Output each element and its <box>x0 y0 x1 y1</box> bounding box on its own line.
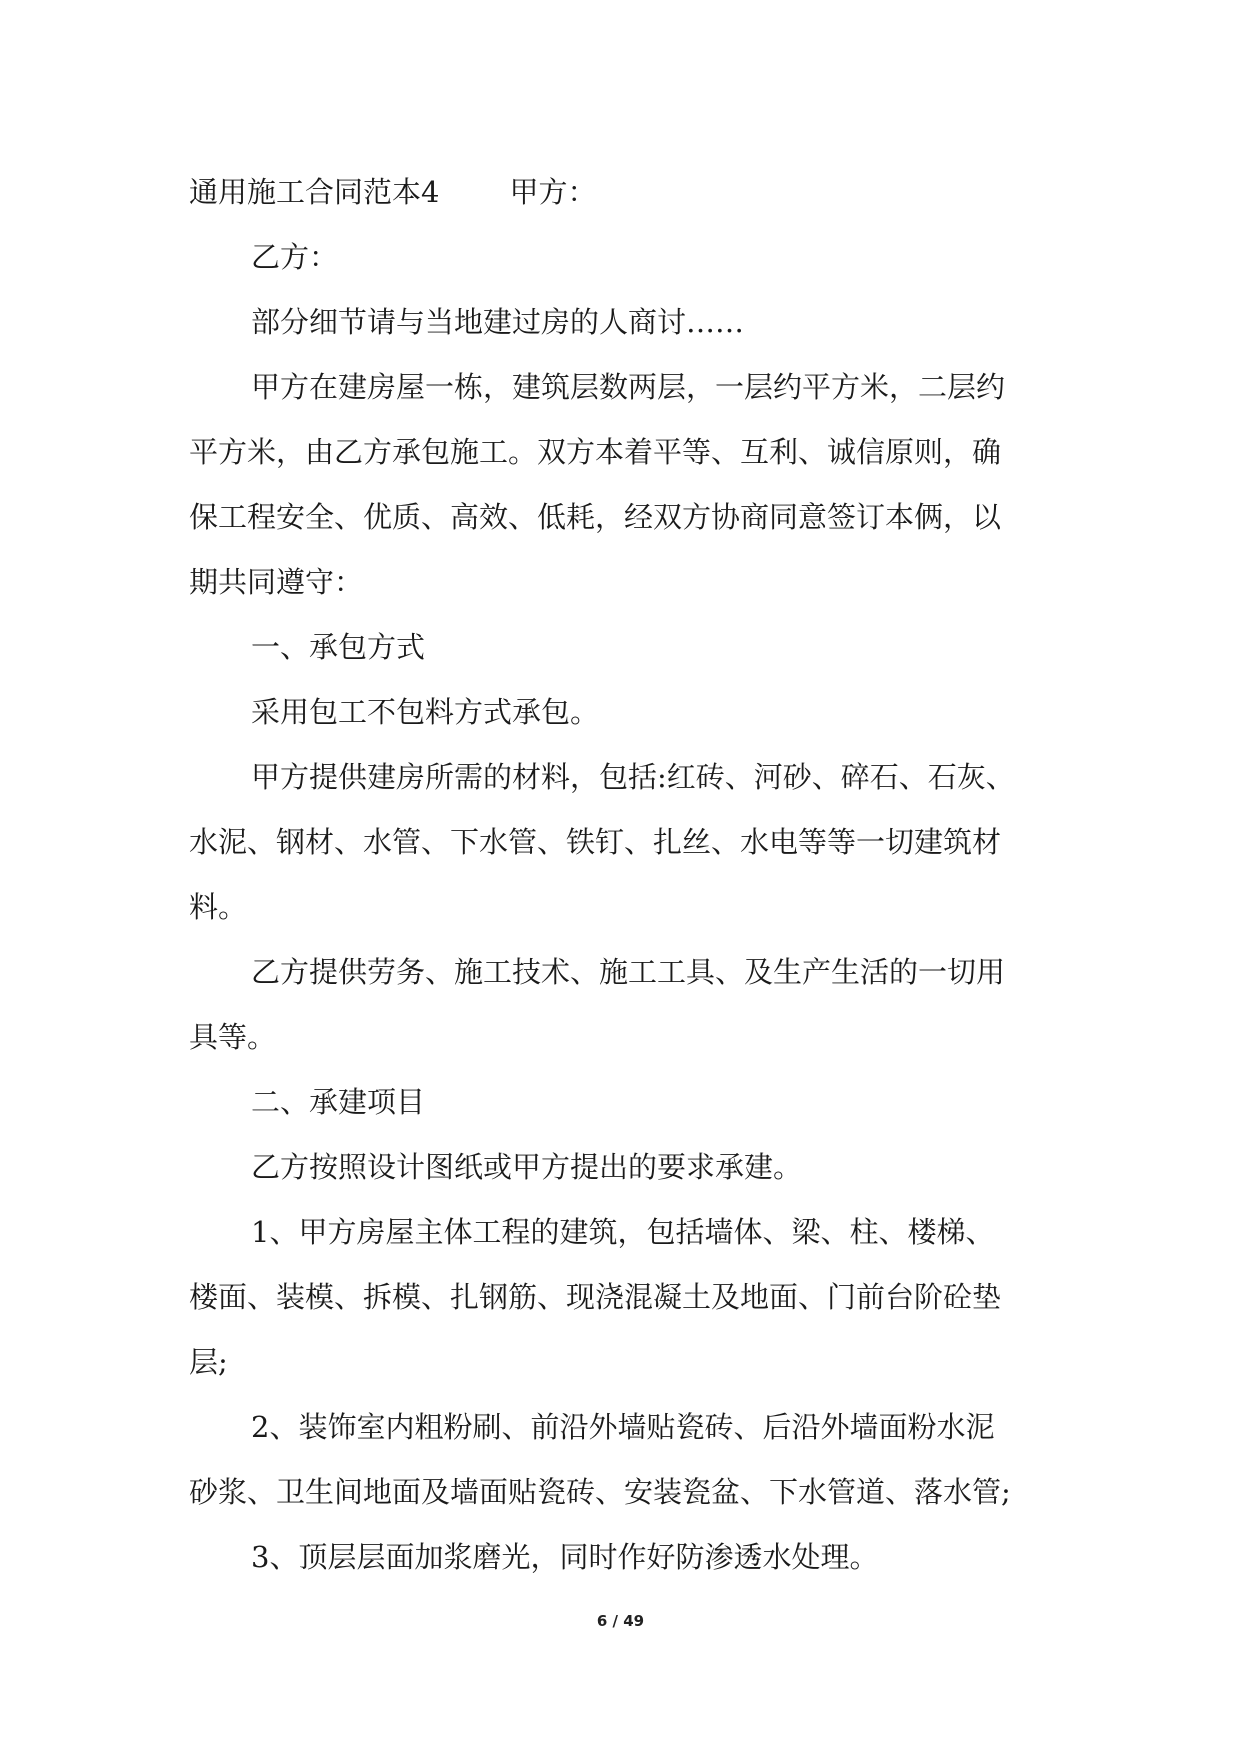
party-b-line <box>189 225 1057 290</box>
document-title: 通用施工合同范本4 <box>189 175 440 209</box>
text-line: 1、甲方房屋主体工程的建筑，包括墙体、梁、柱、楼梯、 <box>251 1215 995 1249</box>
text-line: 一、承包方式 <box>251 630 426 664</box>
document-body <box>189 160 1057 1590</box>
text-line: 平方米，由乙方承包施工。双方本着平等、互利、诚信原则，确 <box>189 435 1002 469</box>
text-line: 保工程安全、优质、高效、低耗，经双方协商同意签订本俩，以 <box>189 500 1002 534</box>
text-line: 乙方提供劳务、施工技术、施工工具、及生产生活的一切用 <box>251 955 1006 989</box>
text-line: 具等。 <box>189 1020 277 1054</box>
text-line: 层; <box>189 1345 228 1379</box>
party-a-label: 甲方： <box>509 175 597 209</box>
text-line: 砂浆、卫生间地面及墙面贴瓷砖、安装瓷盆、下水管道、落水管; <box>189 1475 1011 1509</box>
text-line: 3、顶层层面加浆磨光，同时作好防渗透水处理。 <box>251 1540 879 1574</box>
text-line: 二、承建项目 <box>251 1085 426 1119</box>
contract-text <box>189 290 1057 1590</box>
page-number: 6 / 49 <box>596 1612 645 1630</box>
text-line: 采用包工不包料方式承包。 <box>251 695 600 729</box>
party-b-label: 乙方： <box>251 240 339 274</box>
text-line: 2、装饰室内粗粉刷、前沿外墙贴瓷砖、后沿外墙面粉水泥 <box>251 1410 995 1444</box>
text-line: 乙方按照设计图纸或甲方提出的要求承建。 <box>251 1150 803 1184</box>
text-line: 甲方在建房屋一栋，建筑层数两层，一层约平方米，二层约 <box>251 370 1006 404</box>
text-line: 部分细节请与当地建过房的人商讨…… <box>251 305 745 339</box>
text-line: 甲方提供建房所需的材料，包括:红砖、河砂、碎石、石灰、 <box>251 760 1015 794</box>
text-line: 楼面、装模、拆模、扎钢筋、现浇混凝土及地面、门前台阶砼垫 <box>189 1280 1002 1314</box>
text-line: 水泥、钢材、水管、下水管、铁钉、扎丝、水电等等一切建筑材 <box>189 825 1002 859</box>
text-line: 料。 <box>189 890 248 924</box>
text-line: 期共同遵守： <box>189 565 364 599</box>
title-line <box>189 160 1057 225</box>
